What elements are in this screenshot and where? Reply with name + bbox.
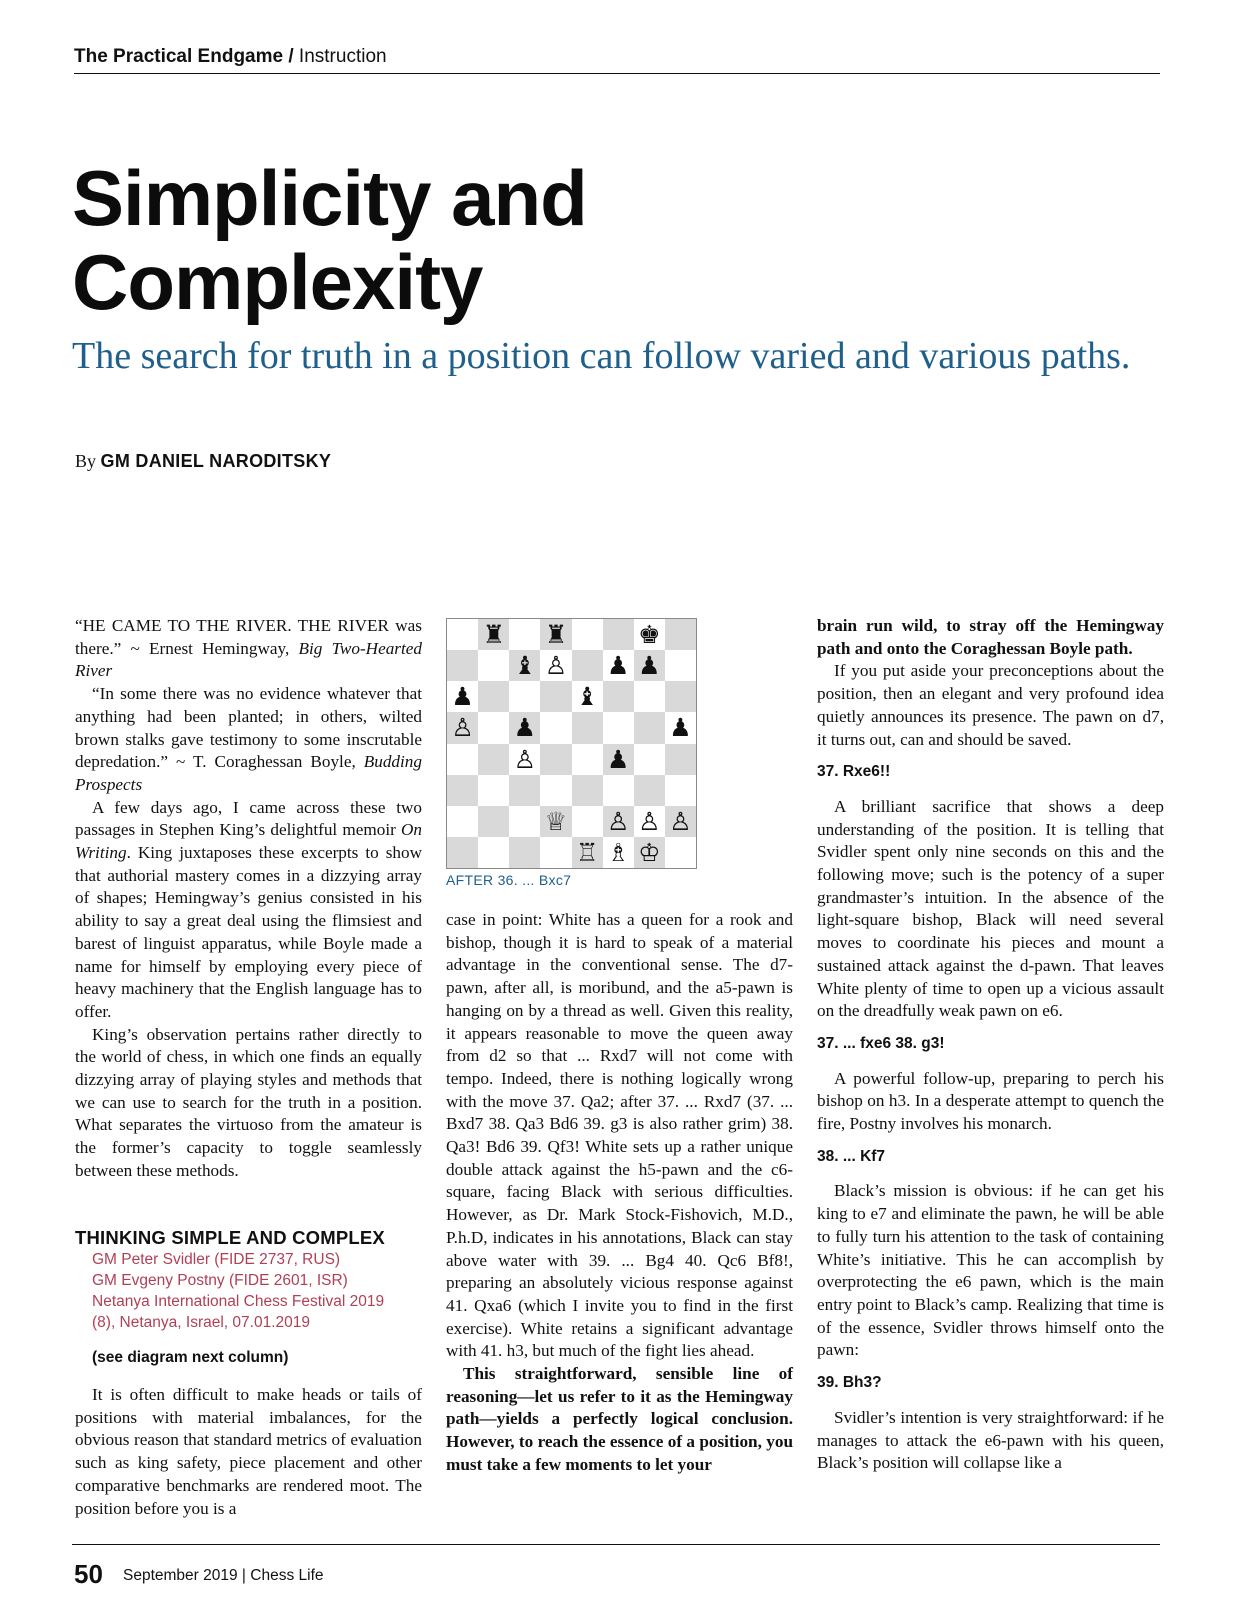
issue-date: September 2019	[123, 1567, 238, 1584]
section-name: The Practical Endgame	[74, 46, 284, 67]
square-h4	[665, 744, 696, 775]
square-d3	[540, 775, 571, 806]
diagram-caption: AFTER 36. ... Bxc7	[446, 872, 572, 888]
square-c3	[509, 775, 540, 806]
square-a1	[447, 837, 478, 868]
square-f3	[603, 775, 634, 806]
square-f4	[603, 744, 634, 775]
square-b5	[478, 712, 509, 743]
body-paragraph-bold: brain run wild, to stray off the Hemingway path and onto the Coraghessan Boyle path.	[817, 616, 1164, 658]
square-g6	[634, 681, 665, 712]
square-e8	[572, 619, 603, 650]
magazine-name: Chess Life	[250, 1567, 324, 1584]
square-f6	[603, 681, 634, 712]
title-line-2: Complexity	[72, 238, 483, 326]
square-g1	[634, 837, 665, 868]
epigraph-text: “HE CAME TO THE RIVER. THE RIVER was there.” ~ Ernest Hemingway,	[75, 616, 422, 658]
chess-piece: ♙	[606, 806, 630, 836]
byline	[75, 451, 331, 472]
chess-piece: ♙	[669, 806, 692, 836]
game-white-player: GM Peter Svidler (FIDE 2737, RUS)	[92, 1251, 341, 1269]
game-site-date: (8), Netanya, Israel, 07.01.2019	[92, 1314, 310, 1332]
square-a6	[447, 681, 478, 712]
square-g8	[634, 619, 665, 650]
square-a3	[447, 775, 478, 806]
author-name: GM DANIEL NARODITSKY	[100, 451, 332, 471]
square-h5	[665, 712, 696, 743]
body-paragraph: If you put aside your preconceptions about the position, then an elegant and very profound idea quietly announces its presence. The pawn on d7, it turns out, can and should be saved.	[817, 661, 1164, 749]
square-b4	[478, 744, 509, 775]
square-a5	[447, 712, 478, 743]
move-annotation: 38. ... Kf7	[817, 1147, 886, 1165]
chess-piece: ♝	[513, 651, 537, 681]
byline-prefix: By	[75, 451, 97, 471]
square-h2	[665, 806, 696, 837]
chess-piece: ♝	[575, 682, 599, 712]
square-b3	[478, 775, 509, 806]
page-footer	[72, 1544, 1160, 1589]
chess-piece: ♟	[606, 651, 630, 681]
chess-piece: ♗	[606, 837, 630, 867]
square-c5	[509, 712, 540, 743]
square-e5	[572, 712, 603, 743]
chess-piece: ♖	[575, 837, 599, 867]
move-annotation: 37. ... fxe6 38. g3!	[817, 1034, 945, 1052]
square-g5	[634, 712, 665, 743]
square-g3	[634, 775, 665, 806]
square-h3	[665, 775, 696, 806]
body-paragraph: A brilliant sacrifice that shows a deep understanding of the position. It is telling that Svidler spent only nine seconds on this and the following move; such is the potency of a super grandmaster’s intuition. In the absence of the light-square bishop, Black will need several moves to coordinate his pieces and mount a sustained attack against the d-pawn. That leaves White plenty of time to open up a vicious assault on the dreadfully weak pawn on e6.	[817, 796, 1164, 1021]
square-d5	[540, 712, 571, 743]
epigraph-source: Big Two-Hearted River	[75, 638, 422, 681]
square-e1	[572, 837, 603, 868]
square-c1	[509, 837, 540, 868]
square-b1	[478, 837, 509, 868]
title-line-1: Simplicity and	[72, 154, 587, 242]
chess-piece: ♚	[638, 620, 661, 650]
diagram-note: (see diagram next column)	[92, 1349, 289, 1367]
square-h6	[665, 681, 696, 712]
game-black-player: GM Evgeny Postny (FIDE 2601, ISR)	[92, 1272, 348, 1290]
square-b2	[478, 806, 509, 837]
body-paragraph-bold: This straightforward, sensible line of reasoning—let us refer to it as the Hemingway path—yields a perfectly logical conclusion. However, to reach the essence of a position, you must take a few moments to let your	[446, 1364, 793, 1474]
running-header	[74, 46, 1160, 74]
page-number: 50	[74, 1559, 103, 1589]
square-c4	[509, 744, 540, 775]
section-subhead: THINKING SIMPLE AND COMPLEX	[75, 1226, 385, 1248]
chess-piece: ♟	[606, 744, 630, 774]
square-g2	[634, 806, 665, 837]
square-c2	[509, 806, 540, 837]
column-2	[446, 909, 793, 1477]
book-title: On Writing	[75, 820, 422, 863]
square-a4	[447, 744, 478, 775]
body-paragraph	[75, 797, 422, 1024]
square-f2	[603, 806, 634, 837]
square-f1	[603, 837, 634, 868]
square-g4	[634, 744, 665, 775]
publication-info	[123, 1567, 324, 1585]
square-f7	[603, 650, 634, 681]
chess-piece: ♙	[451, 713, 474, 743]
chess-piece: ♙	[513, 744, 537, 774]
square-h1	[665, 837, 696, 868]
square-f8	[603, 619, 634, 650]
square-h8	[665, 619, 696, 650]
chess-piece: ♙	[544, 651, 568, 681]
body-paragraph: Black’s mission is obvious: if he can get his king to e7 and eliminate the pawn, he will be able to fully turn his attention to the task of containing White’s initiative. This he can accomplish by overprotecting the e6 pawn, which is the main entry point to Black’s camp. Realizing that time is of the essence, Svidler throws himself onto the pawn:	[817, 1181, 1164, 1360]
body-paragraph: King’s observation pertains rather directly to the world of chess, in which one finds an equally dizzying array of playing styles and methods that we can use to search for the truth in a position. What separates the virtuoso from the amateur is the former’s capacity to toggle seamlessly between these methods.	[75, 1024, 422, 1180]
square-c7	[509, 650, 540, 681]
chess-piece: ♔	[638, 837, 661, 867]
square-d7	[540, 650, 571, 681]
column-3	[817, 615, 1164, 1475]
epigraph-hemingway	[75, 615, 422, 683]
epigraph-source: Budding Prospects	[75, 752, 422, 794]
square-a2	[447, 806, 478, 837]
body-paragraph: case in point: White has a queen for a rook and bishop, though it is hard to speak of a material advantage in the conventional sense. The d7-pawn, after all, is moribund, and the a5-pawn is hanging on by a thread as well. Given this reality, it appears reasonable to move the queen away from d2 so that ... Rxd7 will not come with tempo. Indeed, there is nothing logically wrong with the move 37. Qa2; after 37. ... Rxd7 (37. ... Bxd7 38. Qa3 Bd6 39. g3 is also rather grim) 38. Qa3! Bd6 39. Qf3! White sets up a rather unique double attack against the h5-pawn and the c6-square, facing Black with serious difficulties. However, as Dr. Mark Stock-Fishovich, M.D., P.h.D, indicates in his annotations, Black can stay above water with 39. ... Bg4 40. Qc6 Bf8!, preparing an absolutely vicious response against 41. Qxa6 (which I invite you to find in the first exercise). White retains a significant advantage with 41. h3, but much of the fight lies ahead.	[446, 910, 793, 1361]
square-e6	[572, 681, 603, 712]
square-d8	[540, 619, 571, 650]
square-b6	[478, 681, 509, 712]
article-deck: The search for truth in a position can follow varied and various paths.	[72, 335, 1131, 377]
square-c6	[509, 681, 540, 712]
body-paragraph: A powerful follow-up, preparing to perch his bishop on h3. In a desperate attempt to quench the fire, Postny involves his monarch.	[817, 1068, 1164, 1134]
chess-piece: ♕	[544, 806, 568, 836]
square-d2	[540, 806, 571, 837]
body-paragraph: It is often difficult to make heads or tails of positions with material imbalances, for the obvious reason that standard metrics of evaluation such as king safety, piece placement and other comparative benchmarks are rendered moot. The position before you is a	[75, 1384, 422, 1518]
chess-piece: ♟	[513, 713, 537, 743]
square-e4	[572, 744, 603, 775]
epigraph-text: “In some there was no evidence whatever that anything had been planted; in others, wilted brown stalks gave testimony to some inscrutable depredation.” ~ T. Coraghessan Boyle,	[75, 684, 422, 772]
square-b7	[478, 650, 509, 681]
article-title	[72, 156, 1072, 324]
chess-piece: ♜	[544, 620, 568, 650]
square-a7	[447, 650, 478, 681]
square-d1	[540, 837, 571, 868]
square-e7	[572, 650, 603, 681]
move-annotation: 37. Rxe6!!	[817, 763, 891, 781]
square-b8	[478, 619, 509, 650]
square-e2	[572, 806, 603, 837]
square-e3	[572, 775, 603, 806]
body-text: A few days ago, I came across these two passages in Stephen King’s delightful memoir	[75, 797, 422, 840]
square-f5	[603, 712, 634, 743]
header-separator: /	[288, 46, 294, 67]
square-h7	[665, 650, 696, 681]
chess-piece: ♟	[638, 651, 661, 681]
footer-divider: |	[241, 1567, 246, 1584]
chess-diagram	[446, 618, 697, 888]
section-category: Instruction	[298, 46, 387, 67]
square-c8	[509, 619, 540, 650]
game-event: Netanya International Chess Festival 2019	[92, 1293, 385, 1311]
square-g7	[634, 650, 665, 681]
column-1	[75, 615, 422, 1520]
square-d4	[540, 744, 571, 775]
chess-piece: ♙	[638, 806, 661, 836]
chess-piece: ♟	[451, 682, 474, 712]
epigraph-boyle	[75, 683, 422, 797]
move-annotation: 39. Bh3?	[817, 1374, 882, 1392]
square-d6	[540, 681, 571, 712]
body-text: . King juxtaposes these excerpts to show that authorial mastery comes in a dizzying array of shapes; Hemingway’s genius consisted in his ability to say a great deal using the flimsiest and barest of linguist apparatus, while Boyle made a name for himself by employing every piece of heavy machinery that the English language has to offer.	[75, 843, 422, 1021]
square-a8	[447, 619, 478, 650]
chess-board	[446, 618, 697, 869]
chess-piece: ♟	[669, 713, 692, 743]
chess-piece: ♜	[482, 620, 505, 650]
body-paragraph: Svidler’s intention is very straightforward: if he manages to attack the e6-pawn with his queen, Black’s position will collapse like a	[817, 1407, 1164, 1473]
